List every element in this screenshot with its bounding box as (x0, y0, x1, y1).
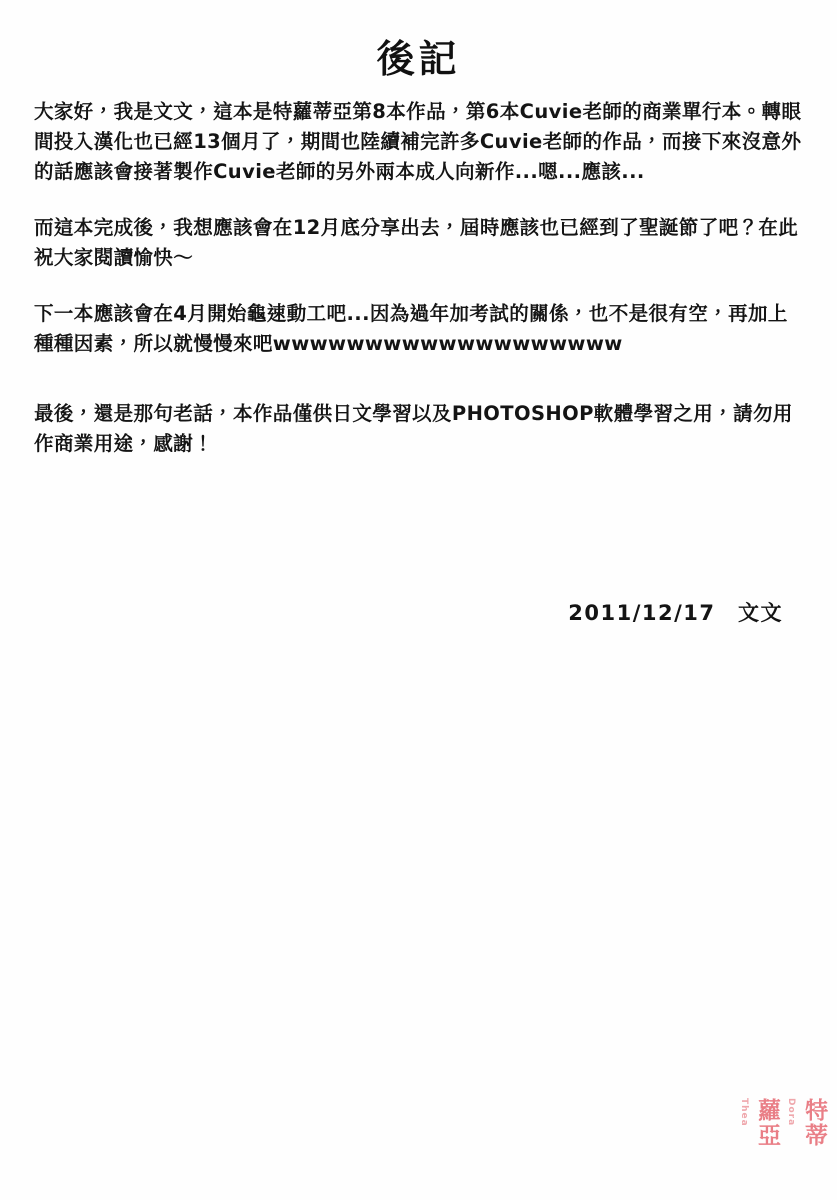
signature: 2011/12/17 文文 (568, 601, 783, 625)
stamp-column-left: 蘿亞 (754, 1098, 780, 1148)
publisher-stamp (735, 1098, 831, 1194)
paragraph-1: 大家好，我是文文，這本是特蘿蒂亞第8本作品，第6本Cuvie老師的商業單行本。轉眼間投入漢化也已經13個月了，期間也陸續補完許多Cuvie老師的作品，而接下來沒意外的話應該會接著製作Cuvie老師的另外兩本成人向新作...嗯...應該... (34, 100, 802, 183)
paragraph-3: 下一本應該會在4月開始龜速動工吧...因為過年加考試的關係，也不是很有空，再加上種種因素，所以就慢慢來吧wwwwwwwwwwwwwwwwwww (34, 302, 788, 355)
page-title: 後記 (376, 37, 461, 81)
afterword-body (34, 97, 802, 459)
paragraph-4: 最後，還是那句老話，本作品僅供日文學習以及PHOTOSHOP軟體學習之用，請勿用作商業用途，感謝！ (34, 402, 793, 455)
stamp-latin-right: Dora (786, 1098, 796, 1127)
paragraph-2: 而這本完成後，我想應該會在12月底分享出去，屆時應該也已經到了聖誕節了吧？在此祝大家閱讀愉快～ (34, 216, 799, 269)
stamp-latin-left: Thea (739, 1098, 749, 1127)
stamp-column-right: 特蒂 (801, 1098, 827, 1148)
